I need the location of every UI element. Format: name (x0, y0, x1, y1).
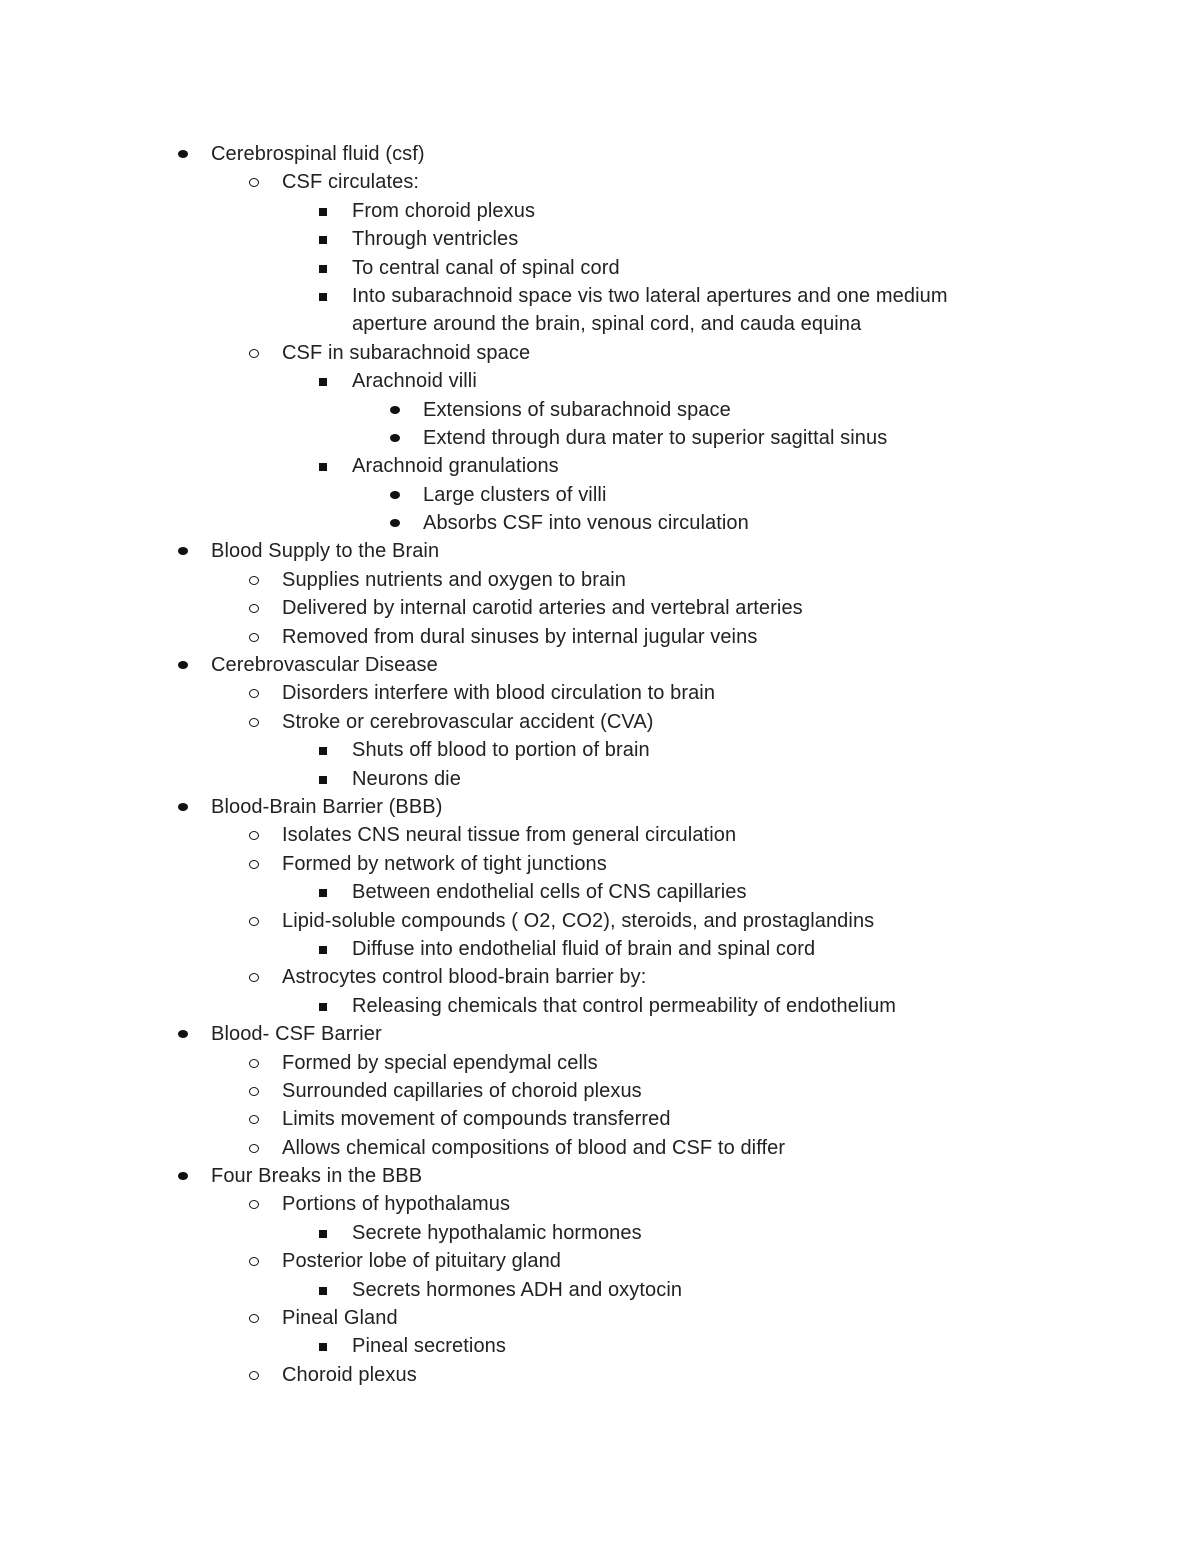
outline-sub-item (0, 708, 1200, 736)
circle-bullet-icon (249, 821, 263, 849)
outline-item-text: Formed by special ependymal cells (282, 1051, 598, 1074)
outline-sub-item (0, 367, 1200, 395)
disc-bullet-icon (390, 481, 404, 509)
square-bullet-icon (319, 1219, 333, 1247)
outline-item-text: From choroid plexus (352, 199, 536, 222)
outline-item-text: Pineal secretions (352, 1335, 507, 1358)
outline-sub-item (0, 1105, 1200, 1133)
outline-item-text: Choroid plexus (282, 1363, 417, 1386)
square-bullet-icon (319, 367, 333, 395)
outline-item-text: Arachnoid granulations (352, 455, 559, 478)
outline-item-text: Between endothelial cells of CNS capillaries (352, 881, 747, 904)
square-bullet-icon (319, 992, 333, 1020)
outline-sub-item (0, 1276, 1200, 1304)
circle-bullet-icon (249, 679, 263, 707)
circle-bullet-icon (249, 1134, 263, 1162)
outline-sub-item (0, 850, 1200, 878)
outline-item-text: Through ventricles (352, 228, 519, 251)
outline-item-text: Disorders interfere with blood circulation to brain (282, 682, 716, 705)
outline-item-text: Formed by network of tight junctions (282, 852, 607, 875)
outline-item-text: Blood- CSF Barrier (211, 1023, 382, 1046)
square-bullet-icon (319, 878, 333, 906)
disc-bullet-icon (178, 793, 192, 821)
outline-sub-item (0, 679, 1200, 707)
disc-bullet-icon (390, 396, 404, 424)
outline-sub-item (0, 907, 1200, 935)
circle-bullet-icon (249, 1361, 263, 1389)
disc-bullet-icon (390, 509, 404, 537)
circle-bullet-icon (249, 1049, 263, 1077)
outline-sub-item (0, 168, 1200, 196)
outline-item-text: Limits movement of compounds transferred (282, 1108, 671, 1131)
outline-item-text: Removed from dural sinuses by internal jugular veins (282, 625, 758, 648)
outline-heading-item (0, 1020, 1200, 1048)
outline-heading-item (0, 1162, 1200, 1190)
disc-bullet-icon (178, 1020, 192, 1048)
outline-item-text: Neurons die (352, 767, 461, 790)
outline-sub-item (0, 509, 1200, 537)
outline-sub-item (0, 1049, 1200, 1077)
square-bullet-icon (319, 1332, 333, 1360)
outline-item-text: Delivered by internal carotid arteries and vertebral arteries (282, 597, 803, 620)
document-page (0, 140, 1200, 1389)
circle-bullet-icon (249, 623, 263, 651)
outline-item-text: Blood-Brain Barrier (BBB) (211, 796, 443, 818)
circle-bullet-icon (249, 1190, 263, 1218)
circle-bullet-icon (249, 594, 263, 622)
outline-item-text: Astrocytes control blood-brain barrier by: (282, 966, 647, 989)
circle-bullet-icon (249, 907, 263, 935)
outline-item-text: Arachnoid villi (352, 370, 477, 393)
outline-item-text: Releasing chemicals that control permeability of endothelium (352, 994, 897, 1017)
outline-item-text: Stroke or cerebrovascular accident (CVA) (282, 710, 654, 733)
outline-sub-item (0, 1361, 1200, 1389)
disc-bullet-icon (390, 424, 404, 452)
circle-bullet-icon (249, 850, 263, 878)
circle-bullet-icon (249, 1105, 263, 1133)
outline-sub-item (0, 396, 1200, 424)
outline-sub-item (0, 935, 1200, 963)
circle-bullet-icon (249, 708, 263, 736)
square-bullet-icon (319, 254, 333, 282)
outline-sub-item (0, 339, 1200, 367)
outline-sub-item (0, 282, 1200, 339)
circle-bullet-icon (249, 1247, 263, 1275)
circle-bullet-icon (249, 339, 263, 367)
disc-bullet-icon (178, 140, 192, 168)
outline-item-text: Posterior lobe of pituitary gland (282, 1250, 562, 1273)
square-bullet-icon (319, 197, 333, 225)
outline-sub-item (0, 878, 1200, 906)
outline-item-text: Extensions of subarachnoid space (423, 398, 731, 421)
outline-sub-item (0, 963, 1200, 991)
outline-item-text: Into subarachnoid space vis two lateral apertures and one medium aperture around the brain, spinal cord, and cauda equina (352, 284, 948, 336)
outline-sub-item (0, 1304, 1200, 1332)
disc-bullet-icon (178, 1162, 192, 1190)
outline-sub-item (0, 254, 1200, 282)
outline-sub-item (0, 225, 1200, 253)
outline-item-text: Allows chemical compositions of blood and CSF to differ (282, 1136, 786, 1159)
outline-sub-item (0, 623, 1200, 651)
circle-bullet-icon (249, 1304, 263, 1332)
outline-item-text: To central canal of spinal cord (352, 256, 620, 279)
outline-sub-item (0, 1247, 1200, 1275)
outline-sub-item (0, 1219, 1200, 1247)
outline-item-text: Secrete hypothalamic hormones (352, 1221, 642, 1244)
outline-item-text: Extend through dura mater to superior sagittal sinus (423, 426, 888, 449)
outline-item-text: Absorbs CSF into venous circulation (423, 512, 749, 535)
square-bullet-icon (319, 452, 333, 480)
outline-sub-item (0, 736, 1200, 764)
outline-item-text: Lipid-soluble compounds ( O2, CO2), steroids, and prostaglandins (282, 909, 875, 932)
outline-sub-item (0, 765, 1200, 793)
square-bullet-icon (319, 225, 333, 253)
outline-heading-item (0, 537, 1200, 565)
outline-sub-item (0, 566, 1200, 594)
outline-sub-item (0, 594, 1200, 622)
outline-heading-item (0, 793, 1200, 821)
outline-item-text: Secrets hormones ADH and oxytocin (352, 1278, 683, 1301)
outline-sub-item (0, 197, 1200, 225)
outline-item-text: Pineal Gland (282, 1307, 398, 1330)
square-bullet-icon (319, 765, 333, 793)
outline-item-text: Supplies nutrients and oxygen to brain (282, 568, 627, 591)
disc-bullet-icon (178, 651, 192, 679)
outline-item-text: Cerebrovascular Disease (211, 654, 438, 677)
outline-heading-item (0, 140, 1200, 168)
outline-sub-item (0, 1134, 1200, 1162)
outline-sub-item (0, 1332, 1200, 1360)
outline-item-text: Diffuse into endothelial fluid of brain and spinal cord (352, 937, 816, 960)
outline-item-text: Surrounded capillaries of choroid plexus (282, 1079, 642, 1102)
outline-sub-item (0, 821, 1200, 849)
square-bullet-icon (319, 282, 333, 310)
circle-bullet-icon (249, 168, 263, 196)
outline-item-text: Large clusters of villi (423, 483, 607, 506)
outline-item-text: Portions of hypothalamus (282, 1193, 511, 1216)
outline-item-text: CSF in subarachnoid space (282, 341, 531, 364)
outline-item-text: Four Breaks in the BBB (211, 1165, 423, 1188)
circle-bullet-icon (249, 566, 263, 594)
outline-heading-item (0, 651, 1200, 679)
circle-bullet-icon (249, 1077, 263, 1105)
outline-item-text: Blood Supply to the Brain (211, 540, 440, 563)
square-bullet-icon (319, 736, 333, 764)
outline-item-text: Isolates CNS neural tissue from general circulation (282, 824, 737, 847)
outline-item-text: CSF circulates: (282, 171, 420, 194)
outline-item-text: Cerebrospinal fluid (csf) (211, 143, 425, 165)
outline-sub-item (0, 452, 1200, 480)
outline-sub-item (0, 992, 1200, 1020)
disc-bullet-icon (178, 537, 192, 565)
outline-sub-item (0, 424, 1200, 452)
outline-sub-item (0, 481, 1200, 509)
circle-bullet-icon (249, 963, 263, 991)
outline-sub-item (0, 1077, 1200, 1105)
square-bullet-icon (319, 1276, 333, 1304)
square-bullet-icon (319, 935, 333, 963)
outline-item-text: Shuts off blood to portion of brain (352, 739, 650, 762)
outline-sub-item (0, 1190, 1200, 1218)
